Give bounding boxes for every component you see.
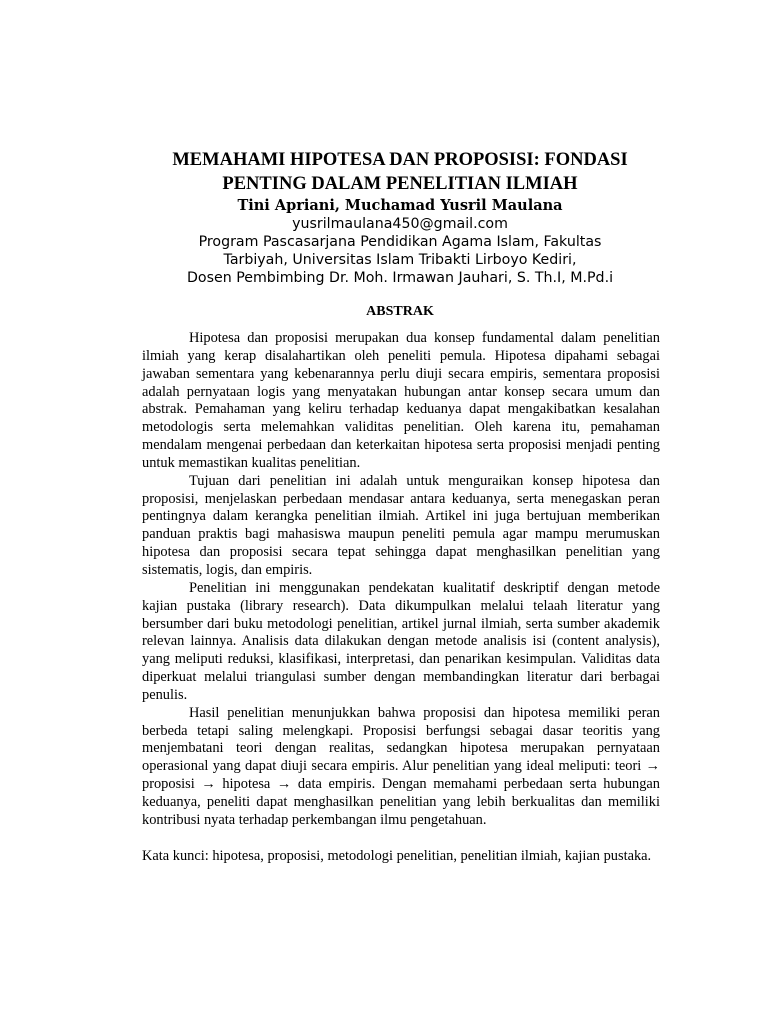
author-email: yusrilmaulana450@gmail.com: [292, 216, 508, 232]
paper-title-line-2: PENTING DALAM PENELITIAN ILMIAH: [222, 174, 578, 194]
abstract-paragraph-method: Penelitian ini menggunakan pendekatan kualitatif deskriptif dengan metode kajian pustaka (library research). Data dikumpulkan melalui telaah literatur yang bersumber dari buku metodologi penelitian, artikel jurnal ilmiah, serta sumber akademik relevan lainnya. Analisis data dilakukan dengan metode analisis isi (content analysis), yang meliputi reduksi, klasifikasi, interpretasi, dan penarikan kesimpulan. Validitas data diperkuat melalui triangulasi sumber dengan membandingkan literatur dari berbagai penulis.: [142, 579, 660, 703]
supervisor-line: Dosen Pembimbing Dr. Moh. Irmawan Jauhari, S. Th.I, M.Pd.i: [186, 270, 614, 286]
abstract-paragraph-purpose: Tujuan dari penelitian ini adalah untuk menguraikan konsep hipotesa dan proposisi, menjelaskan perbedaan mendasar antara keduanya, serta menegaskan peran pentingnya dalam kerangka penelitian ilmiah. Artikel ini juga bertujuan memberikan panduan praktis bagi mahasiswa maupun peneliti pemula agar mampu merumuskan hipotesa dan proposisi secara tepat sehingga dapat menghasilkan penelitian yang sistematis, logis, dan empiris.: [142, 472, 660, 578]
paper-title-line-1: MEMAHAMI HIPOTESA DAN PROPOSISI: FONDASI: [172, 150, 628, 170]
affiliation-line-2: Tarbiyah, Universitas Islam Tribakti Lirboyo Kediri,: [223, 252, 577, 268]
abstract-body: [142, 330, 660, 865]
abstract-heading: ABSTRAK: [366, 304, 434, 319]
affiliation-line-1: Program Pascasarjana Pendidikan Agama Islam, Fakultas: [198, 234, 602, 250]
abstract-paragraph-results: Hasil penelitian menunjukkan bahwa proposisi dan hipotesa memiliki peran berbeda tetapi saling melengkapi. Proposisi berfungsi sebagai dasar teoritis yang menjembatani teori dengan realitas, sedangkan hipotesa merupakan pernyataan operasional yang dapat diuji secara empiris. Alur penelitian yang ideal meliputi: teori → proposisi → hipotesa → data empiris. Dengan memahami perbedaan serta hubungan keduanya, peneliti dapat menghasilkan penelitian yang lebih berkualitas dan memiliki kontribusi nyata terhadap perkembangan ilmu pengetahuan.: [142, 704, 660, 828]
keywords: Kata kunci: hipotesa, proposisi, metodologi penelitian, penelitian ilmiah, kajian pustaka.: [142, 847, 652, 864]
title-block: [120, 148, 680, 287]
abstract-paragraph-background: Hipotesa dan proposisi merupakan dua konsep fundamental dalam penelitian ilmiah yang kerap disalahartikan oleh peneliti pemula. Hipotesa dipahami sebagai jawaban sementara yang kebenarannya perlu diuji secara empiris, sementara proposisi adalah pernyataan logis yang menyatakan hubungan antar konsep secara umum dan abstrak. Pemahaman yang keliru terhadap keduanya dapat mengakibatkan kesalahan metodologis serta melemahkan validitas penelitian. Oleh karena itu, pemahaman mendalam mengenai perbedaan dan keterkaitan hipotesa serta proposisi menjadi penting untuk memastikan kualitas penelitian.: [142, 330, 660, 471]
author-names: Tini Apriani, Muchamad Yusril Maulana: [237, 197, 563, 214]
